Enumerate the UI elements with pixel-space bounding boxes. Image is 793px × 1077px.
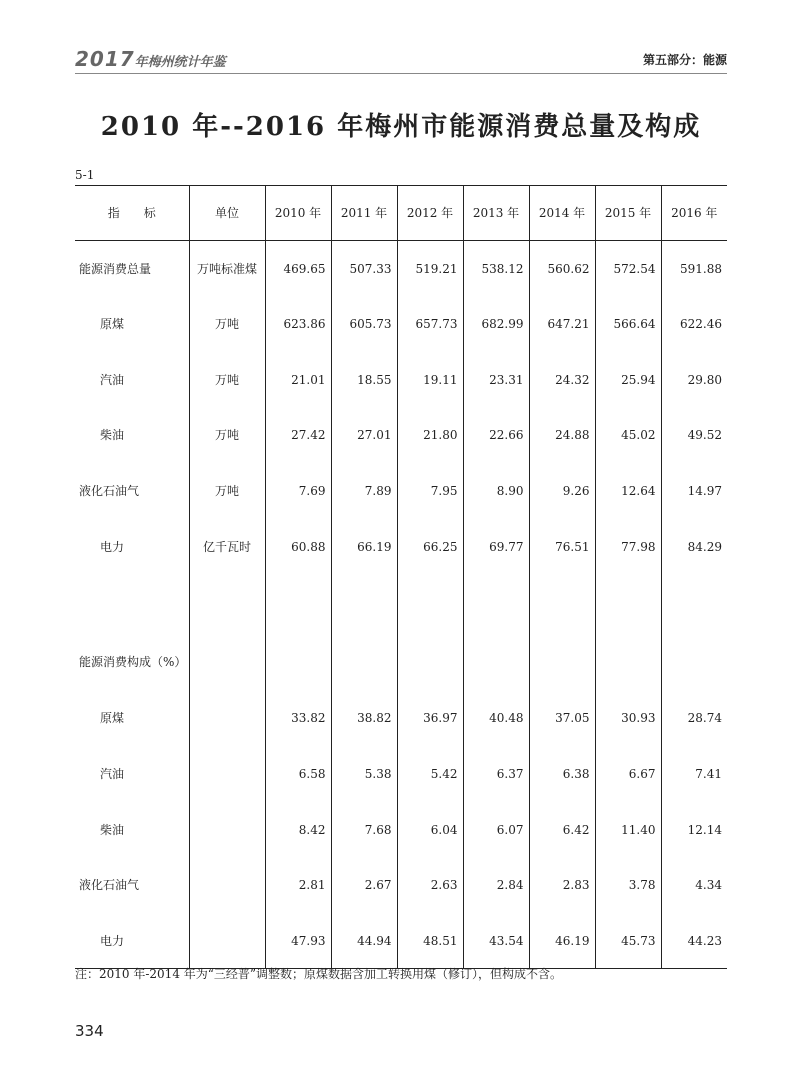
page-title: 2010 年--2016 年梅州市能源消费总量及构成 (100, 112, 702, 142)
value-cell: 33.82 (265, 690, 331, 746)
value-cell: 48.51 (397, 913, 463, 969)
value-cell: 6.04 (397, 802, 463, 858)
unit-cell: 万吨 (189, 296, 265, 352)
table-row (75, 802, 727, 858)
value-cell: 605.73 (331, 296, 397, 352)
column-header: 2013 年 (463, 186, 529, 241)
value-cell: 6.58 (265, 746, 331, 802)
indicator-cell: 液化石油气 (75, 857, 189, 913)
book-year: 2017 (75, 47, 135, 71)
structure-heading: 能源消费构成（%） (75, 635, 189, 691)
value-cell: 12.14 (661, 802, 727, 858)
value-cell: 623.86 (265, 296, 331, 352)
value-cell: 29.80 (661, 352, 727, 408)
table-row (75, 913, 727, 969)
page-header (75, 47, 727, 71)
value-cell: 49.52 (661, 408, 727, 464)
page-number: 334 (75, 1022, 104, 1040)
value-cell: 47.93 (265, 913, 331, 969)
table-row (75, 519, 727, 575)
value-cell: 44.94 (331, 913, 397, 969)
unit-cell: 万吨 (189, 408, 265, 464)
value-cell: 45.02 (595, 408, 661, 464)
value-cell: 566.64 (595, 296, 661, 352)
value-cell: 7.95 (397, 463, 463, 519)
indicator-cell: 液化石油气 (75, 463, 189, 519)
value-cell: 5.38 (331, 746, 397, 802)
indicator-cell: 电力 (75, 913, 189, 969)
unit-cell: 万吨 (189, 463, 265, 519)
value-cell: 469.65 (265, 241, 331, 297)
value-cell: 25.94 (595, 352, 661, 408)
value-cell: 507.33 (331, 241, 397, 297)
table-row (75, 296, 727, 352)
value-cell: 7.68 (331, 802, 397, 858)
value-cell: 76.51 (529, 519, 595, 575)
value-cell: 43.54 (463, 913, 529, 969)
table-footnote: 注：2010 年-2014 年为“三经普”调整数；原煤数据含加工转换用煤（修订），但构成不含。 (75, 967, 563, 981)
indicator-cell: 柴油 (75, 802, 189, 858)
value-cell: 560.62 (529, 241, 595, 297)
indicator-cell: 能源消费总量 (75, 241, 189, 297)
value-cell: 23.31 (463, 352, 529, 408)
column-header: 2011 年 (331, 186, 397, 241)
value-cell: 28.74 (661, 690, 727, 746)
value-cell: 6.67 (595, 746, 661, 802)
value-cell: 6.38 (529, 746, 595, 802)
value-cell: 66.19 (331, 519, 397, 575)
value-cell: 4.34 (661, 857, 727, 913)
value-cell: 11.40 (595, 802, 661, 858)
value-cell: 22.66 (463, 408, 529, 464)
value-cell: 6.07 (463, 802, 529, 858)
value-cell: 2.83 (529, 857, 595, 913)
value-cell: 18.55 (331, 352, 397, 408)
column-header: 2012 年 (397, 186, 463, 241)
spacer-row (75, 575, 727, 635)
value-cell: 27.42 (265, 408, 331, 464)
unit-cell: 万吨标准煤 (189, 241, 265, 297)
header-rule (75, 73, 727, 74)
value-cell: 14.97 (661, 463, 727, 519)
value-cell: 7.69 (265, 463, 331, 519)
value-cell: 44.23 (661, 913, 727, 969)
value-cell: 36.97 (397, 690, 463, 746)
column-header: 指 标 (75, 186, 189, 241)
value-cell: 7.41 (661, 746, 727, 802)
book-title (75, 47, 226, 71)
energy-consumption-table (75, 185, 727, 969)
table-row (75, 463, 727, 519)
value-cell: 7.89 (331, 463, 397, 519)
table-row (75, 746, 727, 802)
value-cell: 682.99 (463, 296, 529, 352)
value-cell: 9.26 (529, 463, 595, 519)
indicator-cell: 汽油 (75, 352, 189, 408)
value-cell: 519.21 (397, 241, 463, 297)
book-title-text: 年梅州统计年鉴 (134, 55, 226, 70)
table-row (75, 408, 727, 464)
value-cell: 21.01 (265, 352, 331, 408)
table-row (75, 352, 727, 408)
value-cell: 572.54 (595, 241, 661, 297)
value-cell: 591.88 (661, 241, 727, 297)
table-code: 5-1 (75, 168, 95, 182)
indicator-cell: 原煤 (75, 690, 189, 746)
table-row (75, 857, 727, 913)
indicator-cell: 柴油 (75, 408, 189, 464)
value-cell: 69.77 (463, 519, 529, 575)
value-cell: 657.73 (397, 296, 463, 352)
value-cell: 24.32 (529, 352, 595, 408)
column-header: 单位 (189, 186, 265, 241)
value-cell: 30.93 (595, 690, 661, 746)
section-heading-row (75, 635, 727, 691)
value-cell: 60.88 (265, 519, 331, 575)
column-header: 2015 年 (595, 186, 661, 241)
value-cell: 2.81 (265, 857, 331, 913)
value-cell: 45.73 (595, 913, 661, 969)
column-header: 2016 年 (661, 186, 727, 241)
value-cell: 84.29 (661, 519, 727, 575)
value-cell: 46.19 (529, 913, 595, 969)
column-header: 2014 年 (529, 186, 595, 241)
value-cell: 12.64 (595, 463, 661, 519)
value-cell: 8.90 (463, 463, 529, 519)
value-cell: 6.42 (529, 802, 595, 858)
indicator-cell: 电力 (75, 519, 189, 575)
value-cell: 3.78 (595, 857, 661, 913)
column-header: 2010 年 (265, 186, 331, 241)
section-label: 第五部分：能源 (642, 53, 727, 67)
value-cell: 5.42 (397, 746, 463, 802)
unit-cell: 亿千瓦时 (189, 519, 265, 575)
value-cell: 647.21 (529, 296, 595, 352)
indicator-cell: 原煤 (75, 296, 189, 352)
value-cell: 77.98 (595, 519, 661, 575)
value-cell: 2.67 (331, 857, 397, 913)
indicator-cell: 汽油 (75, 746, 189, 802)
value-cell: 19.11 (397, 352, 463, 408)
unit-cell: 万吨 (189, 352, 265, 408)
value-cell: 37.05 (529, 690, 595, 746)
value-cell: 538.12 (463, 241, 529, 297)
table-row (75, 241, 727, 297)
value-cell: 38.82 (331, 690, 397, 746)
table-header-row (75, 186, 727, 241)
value-cell: 66.25 (397, 519, 463, 575)
value-cell: 21.80 (397, 408, 463, 464)
value-cell: 622.46 (661, 296, 727, 352)
value-cell: 8.42 (265, 802, 331, 858)
value-cell: 2.84 (463, 857, 529, 913)
value-cell: 27.01 (331, 408, 397, 464)
table-row (75, 690, 727, 746)
value-cell: 40.48 (463, 690, 529, 746)
value-cell: 2.63 (397, 857, 463, 913)
value-cell: 24.88 (529, 408, 595, 464)
value-cell: 6.37 (463, 746, 529, 802)
